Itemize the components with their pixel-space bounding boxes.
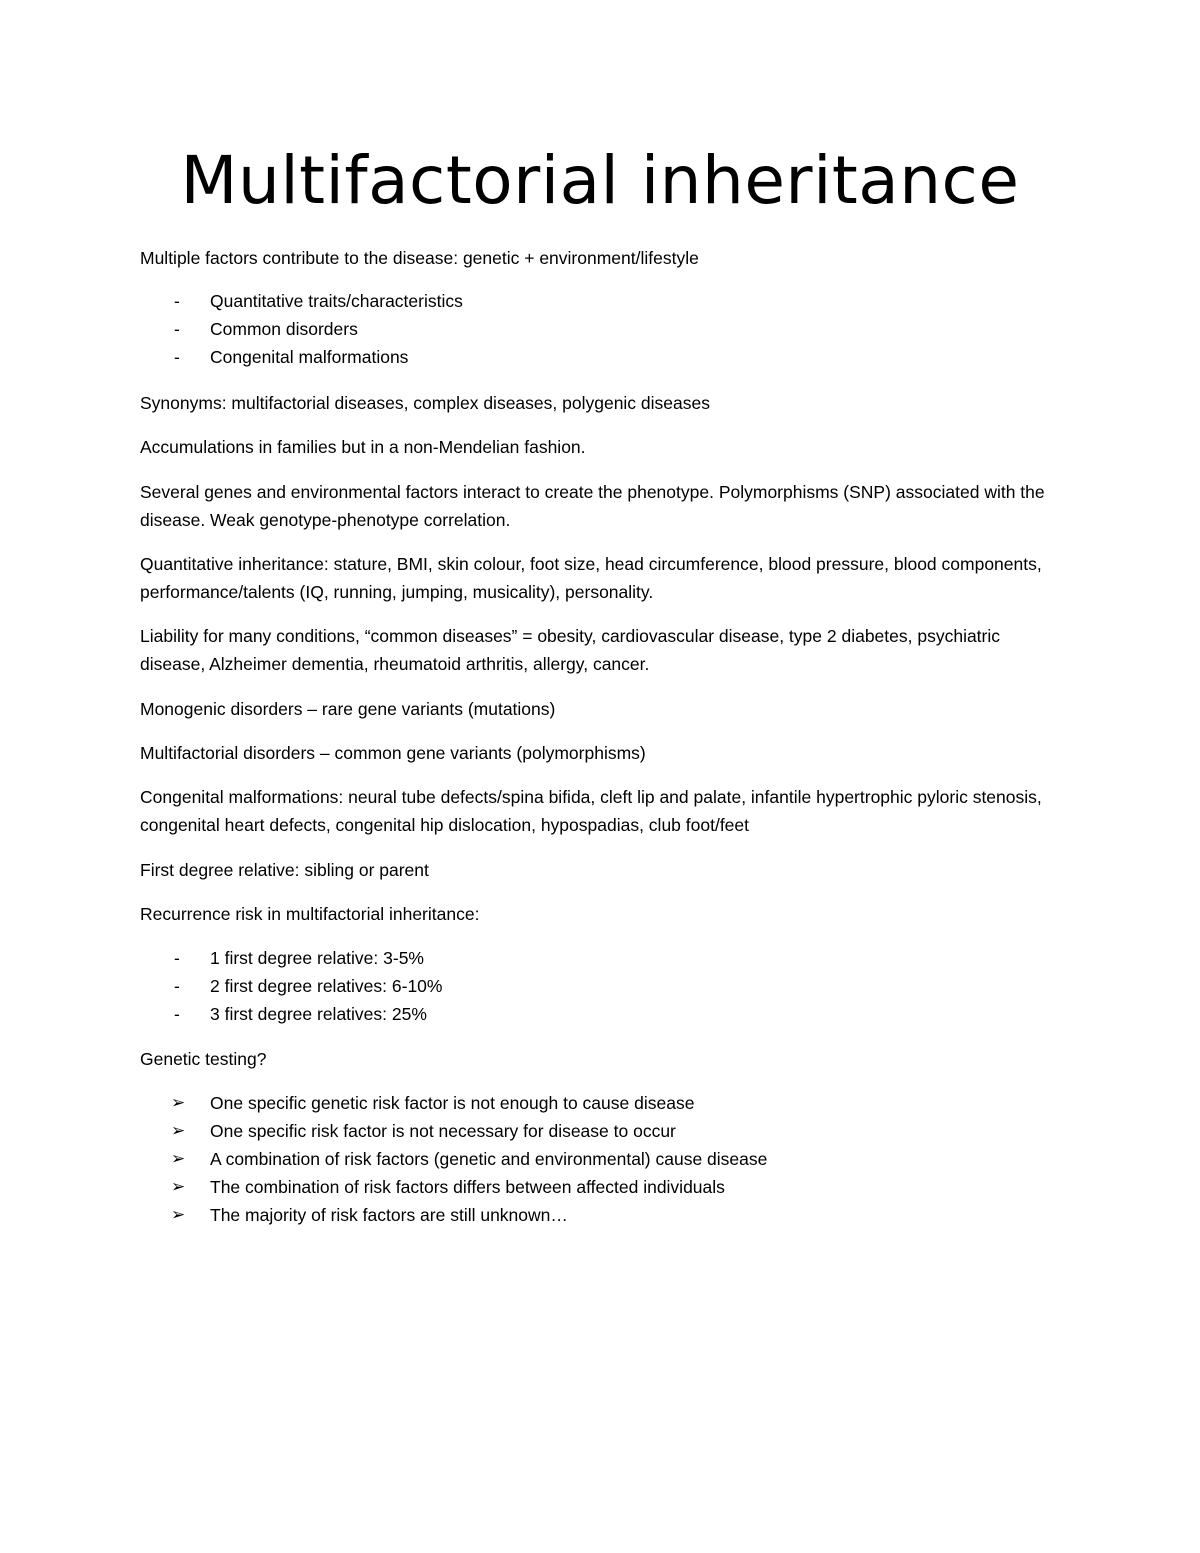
list-item-text: Congenital malformations <box>210 347 409 367</box>
list-item <box>140 1173 1060 1201</box>
list-item <box>140 972 1060 1000</box>
liability-paragraph: Liability for many conditions, “common diseases” = obesity, cardiovascular disease, type 2 diabetes, psychiatric disease, Alzheimer dementia, rheumatoid arthritis, allergy, cancer. <box>140 626 1001 674</box>
list-item-text: The combination of risk factors differs between affected individuals <box>210 1177 725 1197</box>
list-item <box>140 1201 1060 1229</box>
list-item <box>140 343 1060 371</box>
list-item-text: Common disorders <box>210 319 358 339</box>
list-item-text: A combination of risk factors (genetic and environmental) cause disease <box>210 1149 768 1169</box>
list-item <box>140 287 1060 315</box>
list-item-text: The majority of risk factors are still unknown… <box>210 1205 568 1225</box>
several-genes-paragraph: Several genes and environmental factors interact to create the phenotype. Polymorphisms (SNP) associated with the disease. Weak genotype-phenotype correlation. <box>140 482 1045 530</box>
list-item <box>140 1089 1060 1117</box>
dash-bullet: - <box>174 347 180 367</box>
list-item <box>140 944 1060 972</box>
arrow-bullet-icon: ➢ <box>171 1177 186 1196</box>
list-item-text: One specific risk factor is not necessary for disease to occur <box>210 1121 676 1141</box>
list-item-text: 1 first degree relative: 3-5% <box>210 948 424 968</box>
multifactorial-paragraph: Multifactorial disorders – common gene variants (polymorphisms) <box>140 743 646 763</box>
list-item-text: One specific genetic risk factor is not enough to cause disease <box>210 1093 695 1113</box>
first-degree-paragraph: First degree relative: sibling or parent <box>140 860 429 880</box>
synonyms-paragraph: Synonyms: multifactorial diseases, complex diseases, polygenic diseases <box>140 393 710 413</box>
list-item <box>140 1145 1060 1173</box>
list-item-text: 3 first degree relatives: 25% <box>210 1004 427 1024</box>
intro-paragraph: Multiple factors contribute to the disease: genetic + environment/lifestyle <box>140 248 699 268</box>
genetic-testing-list <box>140 1089 1060 1229</box>
dash-bullet: - <box>174 1004 180 1024</box>
page-title: Multifactorial inheritance <box>180 142 1020 219</box>
list-item <box>140 315 1060 343</box>
monogenic-paragraph: Monogenic disorders – rare gene variants (mutations) <box>140 699 556 719</box>
arrow-bullet-icon: ➢ <box>171 1149 186 1168</box>
factors-list <box>140 287 1060 371</box>
list-item-text: 2 first degree relatives: 6-10% <box>210 976 443 996</box>
genetic-testing-paragraph: Genetic testing? <box>140 1049 267 1069</box>
arrow-bullet-icon: ➢ <box>171 1093 186 1112</box>
dash-bullet: - <box>174 976 180 996</box>
quantitative-paragraph: Quantitative inheritance: stature, BMI, skin colour, foot size, head circumference, blood pressure, blood components, performance/talents (IQ, running, jumping, musicality), personality. <box>140 554 1042 602</box>
dash-bullet: - <box>174 948 180 968</box>
dash-bullet: - <box>174 291 180 311</box>
arrow-bullet-icon: ➢ <box>171 1121 186 1140</box>
recurrence-list <box>140 944 1060 1028</box>
recurrence-paragraph: Recurrence risk in multifactorial inheritance: <box>140 904 480 924</box>
list-item <box>140 1000 1060 1028</box>
arrow-bullet-icon: ➢ <box>171 1205 186 1224</box>
list-item-text: Quantitative traits/characteristics <box>210 291 463 311</box>
congenital-paragraph: Congenital malformations: neural tube defects/spina bifida, cleft lip and palate, infantile hypertrophic pyloric stenosis, congenital heart defects, congenital hip dislocation, hypospadias, club foot/feet <box>140 787 1042 835</box>
list-item <box>140 1117 1060 1145</box>
dash-bullet: - <box>174 319 180 339</box>
accumulations-paragraph: Accumulations in families but in a non-Mendelian fashion. <box>140 437 586 457</box>
